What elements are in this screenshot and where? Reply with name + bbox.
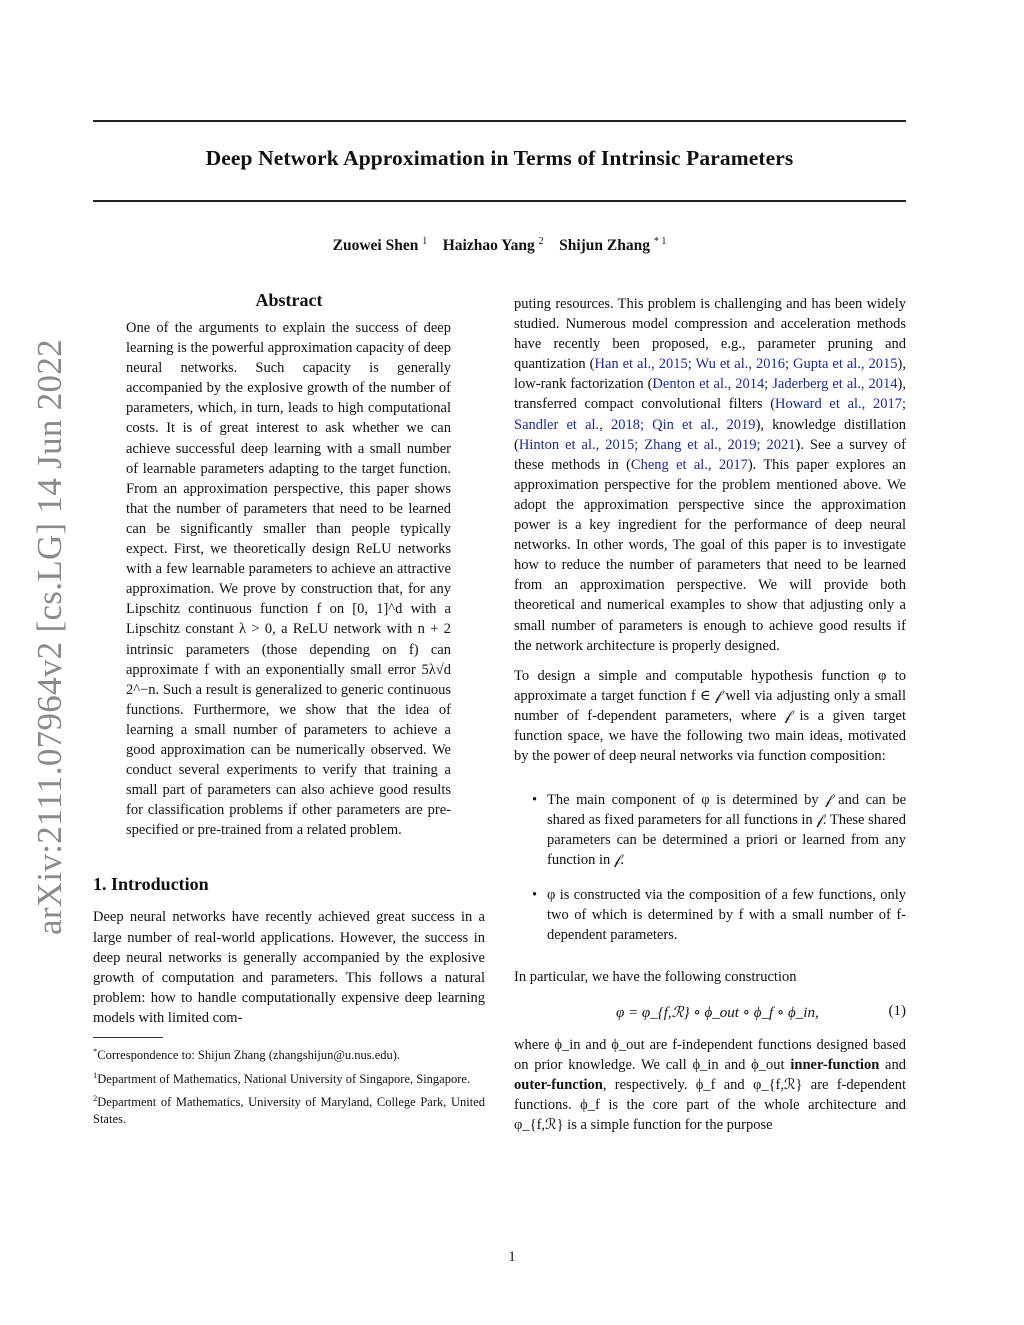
list-item [514, 885, 906, 945]
body-text: , respectively. ϕ_f and φ_{f,ℛ} are f-dependent functions. ϕ_f is the core part of the whole architecture and φ_{f,ℛ} is a simple function for the purpose [514, 1077, 906, 1134]
body-text: ). This paper explores an approximation perspective for the problem mentioned above. We adopt the approximation perspective since the approximation power is a key ingredient for the performance of deep neural networks. In other words, The goal of this paper is to investigate how to reduce the number of parameters that need to be learned from an approximation perspective. We will provide both theoretical and numerical examples to show that adjusting only a small number of parameters is enough to achieve good results if the network architecture is properly designed. [514, 456, 906, 654]
body-text: puting resources. This problem is challenging and has been widely studied. Numerous model compression and acceleration methods have recently been proposed, e.g., parameter pruning and quantization ( [514, 296, 906, 373]
term-outer-function: outer-function [514, 1077, 603, 1094]
author-name: Shijun Zhang [559, 237, 650, 255]
author-list [93, 236, 906, 255]
author-name: Zuowei Shen [332, 237, 419, 255]
author-name: Haizhao Yang [442, 237, 535, 255]
list-item-text: φ is constructed via the composition of a few functions, only two of which is determined by f with a small number of f-dependent parameters. [547, 886, 906, 943]
list-item [514, 790, 906, 870]
bullet-icon: • [532, 792, 538, 809]
equation-body: φ = φ_{f,ℛ} ∘ ϕ_out ∘ ϕ_f ∘ ϕ_in, [616, 1004, 819, 1021]
arxiv-identifier: arXiv:2111.07964v2 [cs.LG] 14 Jun 2022 [30, 339, 69, 935]
left-column [93, 290, 485, 1130]
body-text: where ϕ_in and ϕ_out are f-independent functions designed based on prior knowledge. We call ϕ_in and ϕ_out [514, 1036, 906, 1073]
idea-list [514, 790, 906, 945]
title-rule-top [93, 120, 906, 122]
paragraph-main-ideas: To design a simple and computable hypothesis function φ to approximate a target function f ∈ 𝒻 well via adjusting only a small number of f-dependent parameters, where 𝒻 is a given target function space, we have the following two main ideas, motivated by the power of deep neural networks via function composition: [514, 667, 906, 765]
footnote-affiliation-1 [93, 1067, 485, 1088]
paragraph-construction: In particular, we have the following construction [514, 968, 797, 985]
body-text: ), low-rank factorization ( [514, 356, 906, 393]
citation-link[interactable]: Hinton et al., 2015; Zhang et al., 2019; 2021 [518, 436, 796, 453]
footnote-text: Department of Mathematics, National University of Singapore, Singapore. [97, 1071, 471, 1086]
abstract-heading: Abstract [255, 290, 323, 310]
list-item-text: The main component of φ is determined by 𝒻 and can be shared as fixed parameters for all functions in 𝒻. These shared parameters can be determined a priori or learned from any function in 𝒻. [547, 792, 906, 869]
citation-link[interactable]: Denton et al., 2014; Jaderberg et al., 2014 [652, 376, 898, 393]
paragraph-functions [514, 1035, 906, 1135]
footnote-mark: 1 [93, 1069, 98, 1080]
footnote-divider [93, 1037, 163, 1038]
footnote-correspondence [93, 1043, 485, 1064]
right-column [514, 294, 906, 1145]
citation-link[interactable]: Han et al., 2015; Wu et al., 2016; Gupta et al., 2015 [594, 356, 898, 373]
equation-number: (1) [888, 1002, 906, 1019]
page-number: 1 [508, 1249, 516, 1265]
author-affiliation: 2 [538, 236, 544, 247]
author-affiliation: * 1 [653, 236, 667, 247]
paragraph-related-work [514, 294, 906, 656]
citation-link[interactable]: Cheng et al., 2017 [630, 456, 748, 473]
introduction-text: Deep neural networks have recently achieved great success in a large number of real-world applications. However, the success in deep neural networks is generally accompanied by the explosive growth of computation and parameters. This follows a natural problem: how to handle computationally expensive deep learning models with limited com- [93, 909, 485, 1026]
body-text: ), transferred compact convolutional filters ( [514, 376, 906, 413]
footnote-affiliation-2 [93, 1090, 485, 1127]
bullet-icon: • [532, 886, 538, 903]
body-text: ). See a survey of these methods in ( [514, 436, 906, 473]
abstract-text: One of the arguments to explain the success of deep learning is the powerful approximation capacity of deep neural networks. Such capacity is generally accompanied by the explosive growth of the number of parameters, which, in turn, leads to high computational costs. It is of great interest to ask whether we can achieve successful deep learning with a small number of learnable parameters adapting to the target function. From an approximation perspective, this paper shows that the number of parameters that need to be learned can be significantly smaller than people typically expect. First, we theoretically design ReLU networks with a few learnable parameters to achieve an attractive approximation. We prove by construction that, for any Lipschitz continuous function f on [0, 1]^d with a Lipschitz constant λ > 0, a ReLU network with n + 2 intrinsic parameters (those depending on f) can approximate f with an exponentially small error 5λ√d 2^−n. Such a result is generalized to generic continuous functions. Furthermore, we show that the idea of learning a small number of parameters to achieve a good approximation can be numerically observed. We conduct several experiments to verify that training a small part of parameters can also achieve good results for classification problems if other parameters are pre-specified or pre-trained from a related problem. [126, 320, 451, 839]
body-text: and [879, 1057, 906, 1073]
footnote-mark: * [93, 1046, 98, 1056]
body-text: ), knowledge distillation ( [514, 416, 906, 453]
section-heading-introduction: 1. Introduction [93, 874, 209, 895]
author-affiliation: 1 [422, 236, 428, 247]
footnote-text: Correspondence to: Shijun Zhang (zhangshijun@u.nus.edu). [97, 1048, 401, 1063]
citation-link[interactable]: Howard et al., 2017; Sandler et al., 2018; Qin et al., 2019 [514, 396, 906, 433]
term-inner-function: inner-function [790, 1057, 880, 1073]
footnote-text: Department of Mathematics, University of Maryland, College Park, United States. [93, 1095, 485, 1126]
footnote-mark: 2 [93, 1093, 98, 1104]
paper-title: Deep Network Approximation in Terms of Intrinsic Parameters [205, 146, 794, 170]
title-rule-bottom [93, 200, 906, 202]
equation-1 [514, 997, 906, 1031]
